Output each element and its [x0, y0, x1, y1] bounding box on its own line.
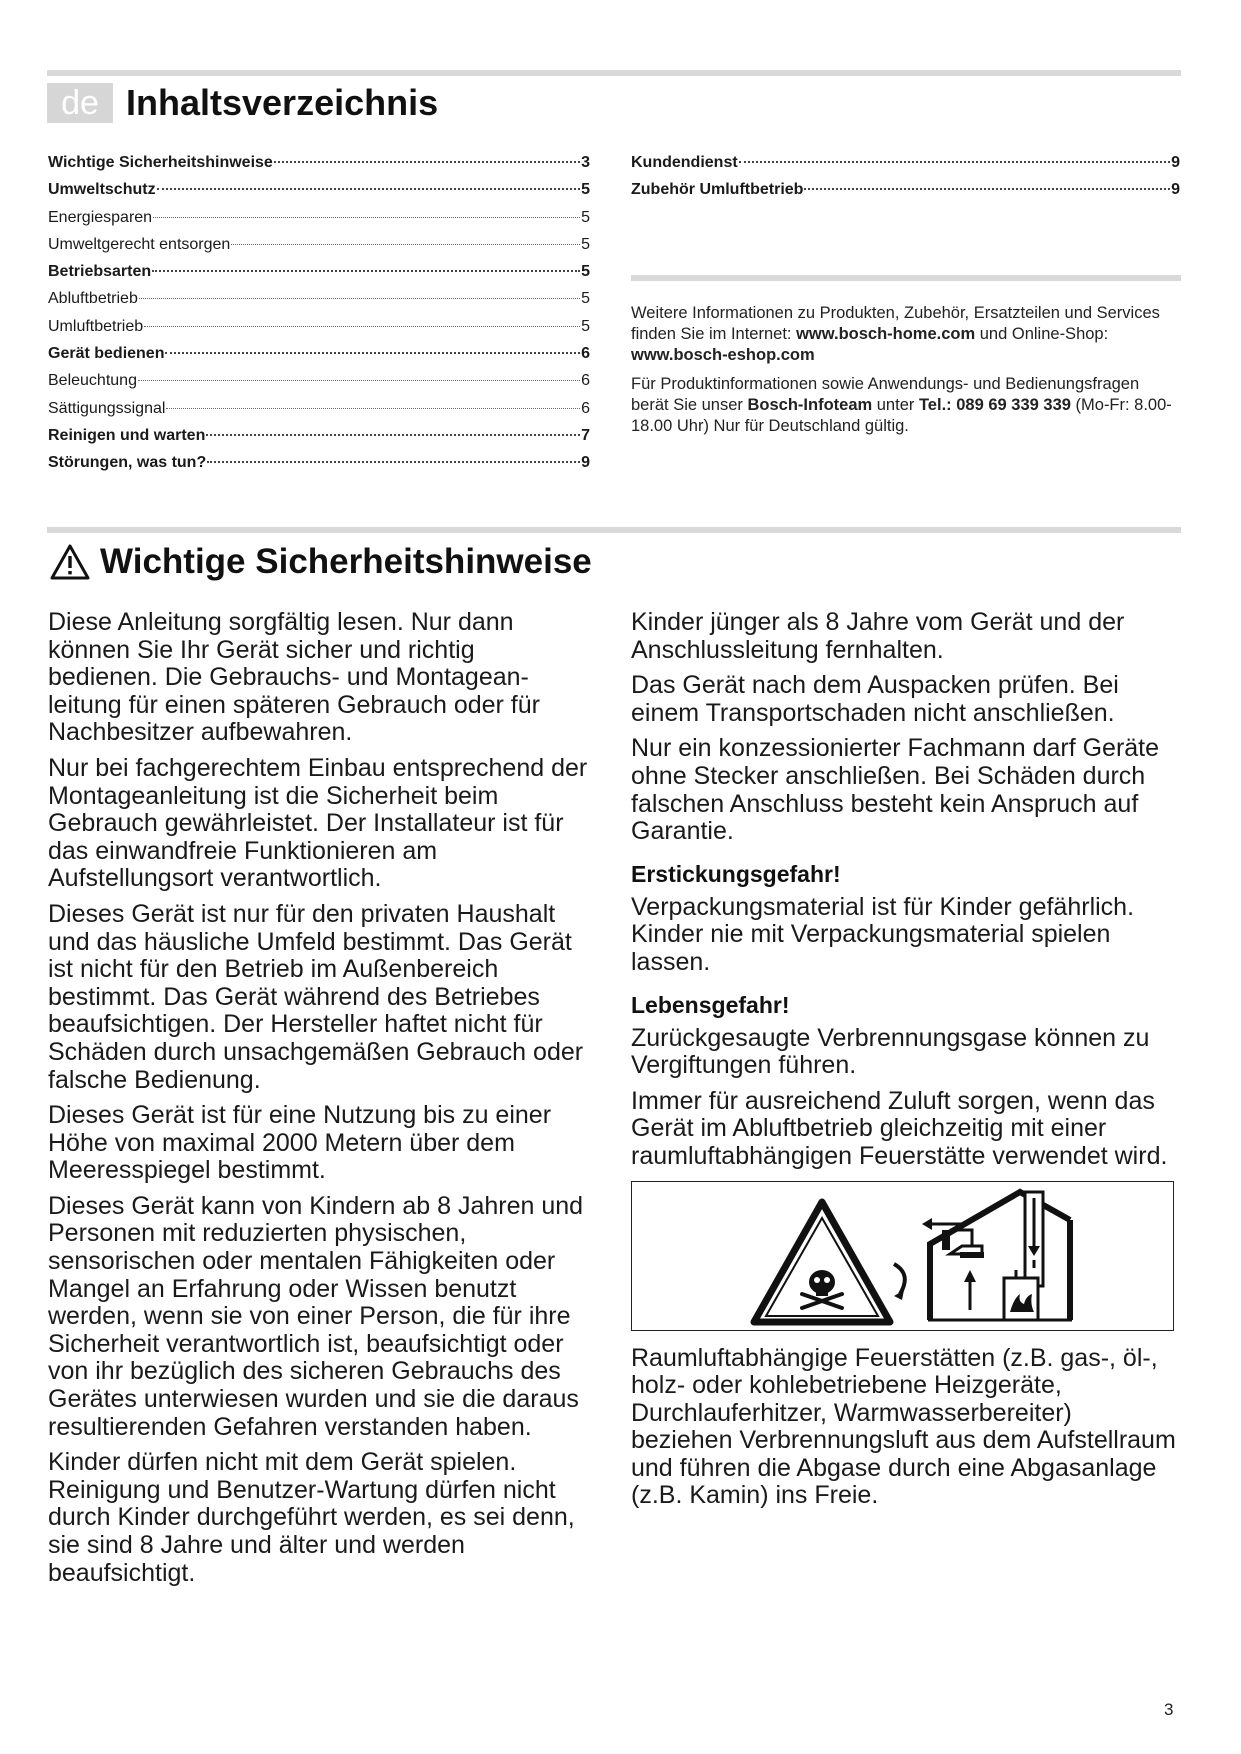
toc-entry[interactable]: Störungen, was tun? 9 [48, 454, 590, 472]
paragraph: Dieses Gerät ist für eine Nutzung bis zu einer Höhe von maximal 2000 Metern über dem Meeresspiegel bestimmt. [48, 1101, 552, 1185]
paragraph: Dieses Gerät ist nur für den privaten Haushalt und das häusliche Umfeld bestimmt. Das Gerät ist nicht für den Betrieb im Außenbereich bestimmt. Das Gerät während des Betriebes beaufsichtigen. Der Hersteller haftet nicht für Schäden durch unsachgemäßen Gebrauch oder falsche Bedienung. [48, 899, 584, 1094]
paragraph: Immer für ausreichend Zuluft sorgen, wenn das Gerät im Abluftbetrieb gleichzeitig mit einer raumluftabhängigen Feuerstätte verwendet wird. [631, 1086, 1168, 1170]
info-paragraph-hotline: Für Produktinformationen sowie Anwendungs- und Bedienungsfragen berät Sie unser Bosch-Infoteam unter Tel.: 089 69 339 339 (Mo-Fr: 8.00-18.00 Uhr) Nur für Deutschland gültig. [631, 375, 1172, 435]
toc-entry[interactable]: Energiesparen 5 [48, 208, 590, 226]
toc-entry[interactable]: Betriebsarten 5 [48, 263, 590, 281]
top-divider [47, 70, 1181, 76]
right-text-column [631, 609, 1176, 1518]
suffocation-heading: Erstickungsgefahr! [631, 860, 841, 887]
warning-triangle-icon [50, 544, 90, 580]
toc-entry[interactable]: Sättigungssignal 6 [48, 399, 590, 417]
toc-entry[interactable]: Reinigen und warten 7 [48, 426, 590, 444]
left-text-column [48, 609, 588, 1595]
toc-entry[interactable]: Gerät bedienen 6 [48, 345, 590, 363]
poison-warning-sign-icon [754, 1202, 890, 1322]
hotline-phone[interactable]: Tel.: 089 69 339 339 [918, 396, 1071, 414]
exhaust-warning-illustration [631, 1181, 1174, 1331]
paragraph: Zurückgesaugte Verbrennungsgase können zu Vergiftungen führen. [631, 1023, 1150, 1080]
paragraph: Nur bei fachgerechtem Einbau entsprechend der Montageanleitung ist die Sicherheit beim Gebrauch gewährleistet. Der Installateur ist für das einwandfreie Funktionieren am Aufstellungsort verantwortlich. [48, 753, 588, 893]
toc-entry[interactable]: Umweltgerecht entsorgen 5 [48, 235, 590, 253]
toc-entry[interactable]: Abluftbetrieb 5 [48, 290, 590, 308]
paragraph: Raumluftabhängige Feuerstätten (z.B. gas-, öl-, holz- oder kohlebetriebene Heizgeräte, Durchlauferhitzer, Warmwasserbereiter) beziehen Verbrennungsluft aus dem Aufstellraum und führen die Abgase durch eine Abgasanlage (z.B. Kamin) ins Freie. [631, 1343, 1176, 1510]
paragraph: Kinder dürfen nicht mit dem Gerät spielen. Reinigung und Benutzer-Wartung dürfen nicht durch Kinder durchgeführt werden, es sei denn, sie sind 8 Jahre und älter und werden beaufsichtigt. [48, 1448, 575, 1587]
section-title: Wichtige Sicherheitshinweise [50, 539, 592, 585]
toc-title: Inhaltsverzeichnis [126, 82, 439, 123]
danger-heading: Lebensgefahr! [631, 991, 790, 1018]
paragraph: Verpackungsmaterial ist für Kinder gefährlich. Kinder nie mit Verpackungsmaterial spielen lassen. [631, 892, 1135, 976]
page-number: 3 [1164, 1700, 1174, 1719]
toc-entry[interactable]: Kundendienst 9 [631, 154, 1180, 171]
link-bosch-home[interactable]: www.bosch-home.com [796, 325, 976, 343]
toc-right-column [631, 149, 1180, 204]
toc-entry[interactable]: Zubehör Umluftbetrieb 9 [631, 181, 1180, 199]
toc-entry[interactable]: Wichtige Sicherheitshinweise 3 [48, 154, 590, 171]
link-bosch-eshop[interactable]: www.bosch-eshop.com [631, 346, 815, 364]
paragraph: Das Gerät nach dem Auspacken prüfen. Bei einem Transportschaden nicht anschließen. [631, 671, 1119, 727]
toc-left-column [48, 149, 590, 477]
toc-entry[interactable]: Beleuchtung 6 [48, 372, 590, 390]
section-divider [47, 527, 1181, 533]
language-badge: de [47, 83, 113, 123]
house-diagram-icon [922, 1192, 1072, 1320]
info-block [631, 303, 1181, 437]
paragraph: Kinder jünger als 8 Jahre vom Gerät und der Anschlussleitung fernhalten. [631, 608, 1125, 664]
toc-entry[interactable]: Umluftbetrieb 5 [48, 317, 590, 335]
paragraph: Diese Anleitung sorgfältig lesen. Nur dann können Sie Ihr Gerät sicher und richtig bedienen. Die Gebrauchs- und Montageanleitung für einen späteren Gebrauch oder für Nachbesitzer aufbewahren. [48, 608, 540, 747]
paragraph: Nur ein konzessionierter Fachmann darf Geräte ohne Stecker anschließen. Bei Schäden durch falschen Anschluss besteht kein Anspruch auf Garantie. [631, 734, 1160, 846]
info-divider [631, 275, 1181, 281]
info-paragraph-web: Weitere Informationen zu Produkten, Zubehör, Ersatzteilen und Services finden Sie im Internet: www.bosch-home.com und Online-Shop: www.bosch-eshop.com [631, 304, 1160, 364]
toc-entry[interactable]: Umweltschutz 5 [48, 181, 590, 199]
paragraph: Dieses Gerät kann von Kindern ab 8 Jahren und Personen mit reduzierten physischen, sensorischen oder mentalen Fähigkeiten oder Mangel an Erfahrung oder Wissen benutzt werden, wenn sie von einer Person, die für ihre Sicherheit verantwortlich ist, beaufsichtigt oder von ihr bezüglich des sicheren Gebrauchs des Gerätes unterwiesen wurden und sie die daraus resultierenden Gefahren verstanden haben. [48, 1191, 584, 1441]
